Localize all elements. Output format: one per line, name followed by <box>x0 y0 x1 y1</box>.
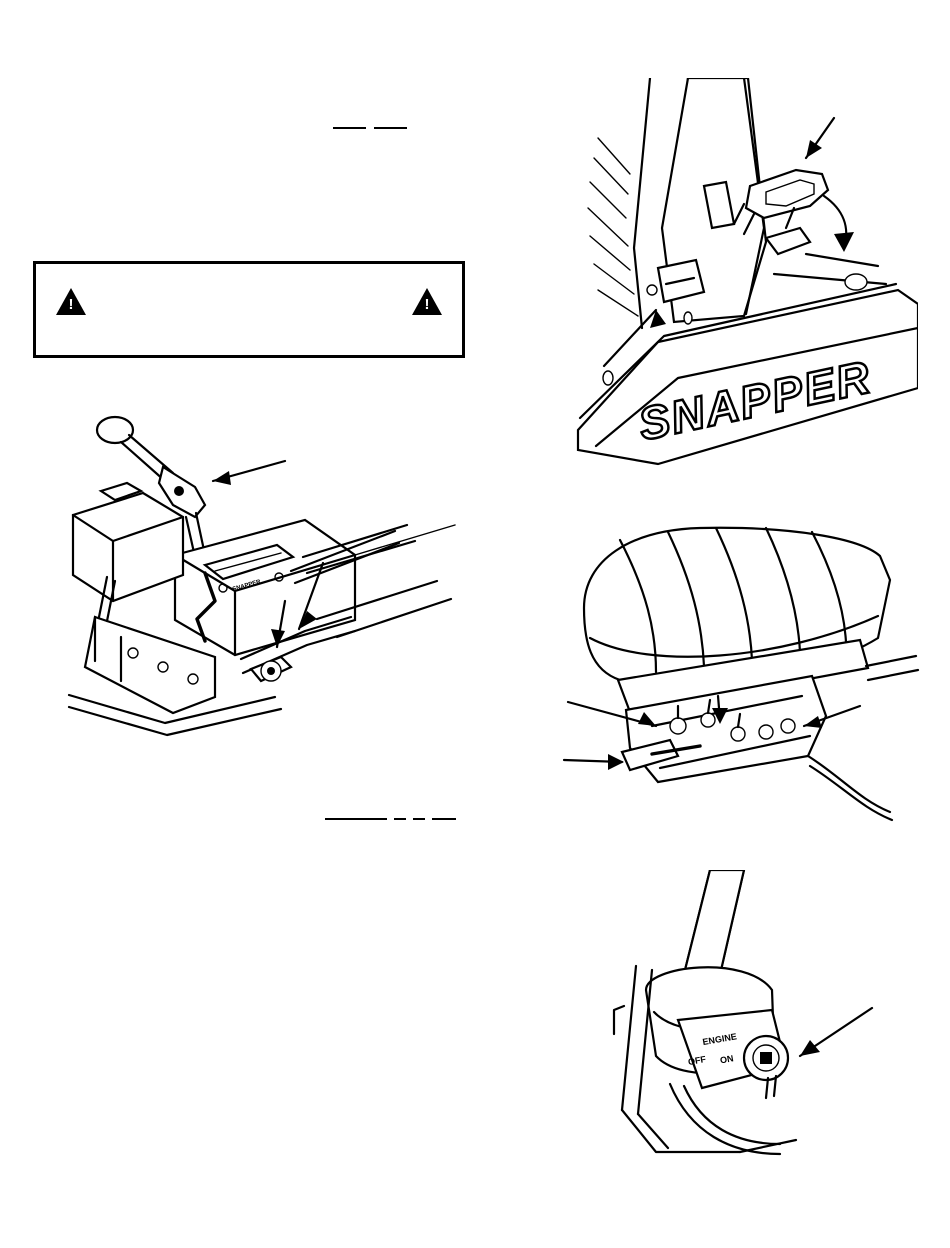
mid-divider-rule-segment <box>413 818 425 820</box>
figure-shift-lever <box>55 405 475 750</box>
switch-label-engine: ENGINE <box>701 1031 738 1048</box>
mid-divider-rule-segment <box>432 818 456 820</box>
svg-text:SNAPPER: SNAPPER <box>231 579 262 593</box>
warning-exclamation: ! <box>424 296 430 313</box>
warning-triangle-icon <box>56 288 86 315</box>
figure-seat-controls <box>560 520 928 850</box>
mid-divider-rule-segment <box>325 818 387 820</box>
warning-exclamation: ! <box>68 296 74 313</box>
brand-logo-text: SNAPPER <box>633 350 876 451</box>
top-divider-rule-segment <box>333 127 366 129</box>
top-divider-rule-segment <box>374 127 407 129</box>
figure-ignition-switch <box>560 870 928 1180</box>
warning-triangle-icon <box>412 288 442 315</box>
mid-divider-rule-segment <box>394 818 406 820</box>
figure-snapper-hood <box>538 78 918 468</box>
switch-label-off: OFF <box>687 1054 707 1068</box>
switch-label-on: ON <box>719 1053 735 1066</box>
warning-box <box>33 261 465 358</box>
